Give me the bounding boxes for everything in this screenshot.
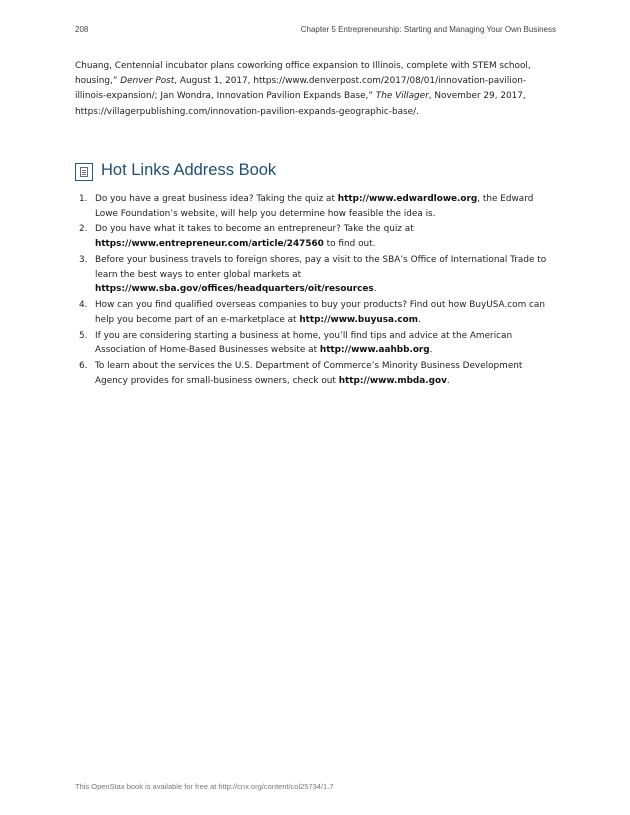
link-mbda[interactable]: http://www.mbda.gov [338,375,447,386]
item-text-after: . [417,314,421,325]
item-text: Before your business travels to foreign shores, pay a visit to the SBA’s Office of International Trade to learn the best ways to enter global markets at [95,254,547,280]
link-sba[interactable]: https://www.sba.gov/offices/headquarters/oit/resources [95,284,374,295]
section-title: Hot Links Address Book [101,161,277,179]
reference-text [75,59,557,120]
list-item [75,329,557,358]
link-aahbb[interactable]: http://www.aahbb.org [319,345,430,356]
item-text-after: . [446,375,450,386]
reference-part-1: Chuang, Centennial incubator plans coworking office expansion to Illinois, complete with STEM school, housing,” [75,61,531,87]
link-entrepreneur[interactable]: https://www.entrepreneur.com/article/247560 [95,239,324,250]
reference-part-3: , November 29, 2017, https://villagerpublishing.com/innovation-pavilion-expands-geographic-base/. [75,91,526,117]
page-footer: This OpenStax book is available for free at http://cnx.org/content/col25734/1.7 [75,782,334,791]
item-number: 5. [79,330,88,341]
reference-source-1: Denver Post [120,76,175,87]
list-item [75,253,557,297]
item-number: 6. [79,361,88,372]
list-item [75,192,557,221]
chapter-title: Chapter 5 Entrepreneurship: Starting and Managing Your Own Business [300,25,556,34]
reference-source-2: The Villager [375,91,429,102]
list-item [75,222,557,251]
item-number: 4. [79,300,88,311]
item-text: Do you have what it takes to become an entrepreneur? Take the quiz at [95,224,414,235]
item-number: 2. [79,224,88,235]
item-text: If you are considering starting a business at home, you’ll find tips and advice at the American Association of Home-Based Businesses website at [95,330,513,356]
list-item [75,298,557,327]
reference-note [75,59,557,120]
hot-links-list [75,192,557,390]
item-text-after: to find out. [323,239,376,250]
item-number: 1. [79,194,88,204]
list-item [75,359,557,388]
item-number: 3. [79,254,88,265]
link-edwardlowe[interactable]: http://www.edwardlowe.org [337,194,478,204]
address-book-icon [75,163,93,181]
item-text-after: . [429,345,433,356]
reference-part-2: , August 1, 2017, https://www.denverpost.com/2017/08/01/innovation-pavilion-illinois-expansion/; Jan Wondra, Innovation Pavilion Expands Base,” [75,76,527,102]
item-text-after: . [373,284,377,295]
item-text: To learn about the services the U.S. Department of Commerce’s Minority Business Development Agency provides for small-business owners, check out [95,361,523,386]
item-text-after: , the Edward Lowe Foundation’s website, will help you determine how feasible the idea is. [95,194,534,219]
link-buyusa[interactable]: http://www.buyusa.com [299,314,418,325]
item-text: How can you find qualified overseas companies to buy your products? Find out how BuyUSA.com can help you become part of an e-marketplace at [95,300,545,325]
item-text: Do you have a great business idea? Taking the quiz at [95,194,338,204]
page-number: 208 [75,25,89,34]
